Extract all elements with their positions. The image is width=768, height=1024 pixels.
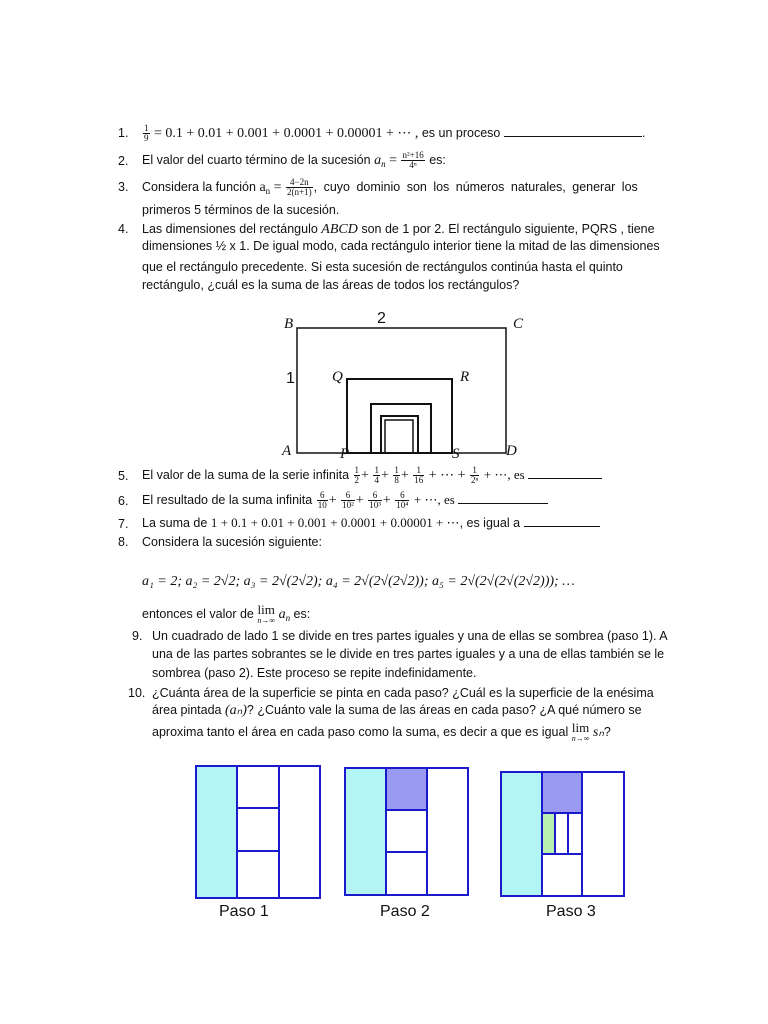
label-p: P — [340, 446, 350, 462]
item-10-line-2 — [152, 702, 642, 719]
item-5-term-1: $\frac{1}{2}$ — [354, 465, 360, 485]
item-4-text-a: Las dimensiones del rectángulo — [142, 222, 318, 236]
item-10-number: 10. — [128, 686, 146, 700]
item-6-blank — [458, 492, 548, 504]
item-7-blank — [524, 515, 600, 527]
item-4-text-b: son de 1 por 2. El rectángulo siguiente, PQRS , tiene — [361, 222, 655, 236]
step-3-square — [501, 772, 624, 896]
item-1-fraction: $\frac{1}{9}$ — [144, 123, 149, 143]
label-q: Q — [332, 369, 343, 385]
item-7-line — [142, 515, 600, 531]
sequence-a3: a₃ = 2√(2√2); — [243, 574, 323, 589]
item-3-text-b: , cuyo dominio son los números naturales, generar los — [313, 179, 638, 194]
step-2-shaded-ninth — [386, 768, 427, 810]
label-d: D — [506, 443, 517, 459]
item-7-text-a: La suma de — [142, 516, 208, 530]
label-top-dimension: 2 — [377, 310, 386, 327]
item-10-limit: lim n→∞ — [571, 720, 590, 743]
label-a: A — [282, 443, 292, 459]
item-5-line: El valor de la suma de la serie infinita $\frac{1}{2}$ + $\frac{1}{4}$ + $\frac{1}{8}$ + $\frac{1}{16}$ + ⋯ + $\frac{1}{\text{2ⁿ}}$ + ⋯, es — [142, 466, 602, 485]
rectangle-abcd — [297, 328, 506, 453]
item-6-term-2: $\frac{6}{\text{10²}}$ — [342, 490, 354, 510]
step-3-caption: Paso 3 — [546, 903, 596, 920]
item-5-text: El valor de la suma de la serie infinita — [142, 467, 350, 482]
sequence-ellipsis: … — [562, 574, 575, 589]
item-7-expression: 1 + 0.1 + 0.01 + 0.001 + 0.0001 + 0.00001 + ⋯ — [210, 515, 460, 530]
sequence-a1: a₁ = 2; — [142, 574, 182, 589]
item-10-text-a: área pintada — [152, 703, 222, 717]
item-5-blank — [528, 467, 602, 479]
item-2-text: El valor del cuarto término de la sucesión — [142, 152, 371, 167]
item-9-line-3: sombrea (paso 2). Este proceso se repite indefinidamente. — [152, 666, 477, 680]
item-8-sequence — [142, 572, 575, 592]
item-8-limit-text: entonces el valor de — [142, 606, 254, 621]
step-3-shaded-ninth — [542, 772, 582, 813]
item-2-var: $a_n$ — [374, 152, 386, 169]
item-4-line-2: dimensiones ½ x 1. De igual modo, cada rectángulo interior tiene la mitad de las dimensiones — [142, 239, 660, 253]
step-1-caption: Paso 1 — [219, 903, 269, 920]
item-10-line-3 — [152, 722, 611, 743]
step-2-shaded-third — [345, 768, 386, 895]
item-7-text-b: , es igual a — [459, 516, 521, 530]
item-5-term-2: $\frac{1}{4}$ — [374, 465, 379, 485]
item-1-text: es un proceso — [421, 125, 501, 140]
item-5-mid: + ⋯ + — [428, 467, 466, 483]
item-2-line — [142, 151, 446, 172]
label-b: B — [284, 316, 294, 332]
step-3-shaded-third — [501, 772, 542, 896]
item-10-line-1: ¿Cuánta área de la superficie se pinta en cada paso? ¿Cuál es la superficie de la enésima — [152, 686, 654, 700]
item-4-line-3: que el rectángulo precedente. Si esta sucesión de rectángulos continúa hasta el quinto — [142, 260, 623, 274]
item-4-line-1 — [142, 221, 655, 238]
item-6-number: 6. — [118, 494, 129, 508]
item-4-number: 4. — [118, 222, 129, 236]
item-6-term-1: $\frac{6}{10}$ — [317, 490, 327, 510]
label-r: R — [460, 369, 470, 385]
item-8-limit-tail: es: — [293, 606, 311, 621]
item-8-limit-var: $a_n$ — [278, 606, 291, 623]
item-5-tail: + ⋯, es — [483, 466, 525, 482]
step-2-caption: Paso 2 — [380, 903, 430, 920]
item-3-line-2: primeros 5 términos de la sucesión. — [142, 203, 340, 217]
item-6-text: El resultado de la suma infinita — [142, 492, 313, 507]
item-2-number: 2. — [118, 154, 129, 168]
rectangle-5 — [385, 420, 413, 453]
item-3-text-a: Considera la función — [142, 179, 256, 194]
nested-rectangles-figure — [280, 310, 540, 465]
item-4-var: ABCD — [321, 222, 358, 237]
item-6-term-3: $\frac{6}{\text{10³}}$ — [369, 490, 381, 510]
item-4-line-4: rectángulo, ¿cuál es la suma de las áreas de todos los rectángulos? — [142, 278, 520, 292]
item-10-limit-var: sₙ — [592, 724, 604, 740]
item-9-number: 9. — [132, 629, 143, 643]
item-5-term-3: $\frac{1}{8}$ — [394, 465, 399, 485]
item-2-fraction: $\frac{\text{n²+16}}{\text{4ⁿ}}$ — [402, 150, 424, 170]
nested-rectangles-svg — [280, 310, 540, 465]
sequence-a5: a₅ = 2√(2√(2√(2√2))); — [432, 574, 559, 589]
item-3-var: $a_n$ — [259, 179, 271, 196]
item-5-general-term: $\frac{1}{\text{2ⁿ}}$ — [470, 465, 479, 485]
step-3-shaded-twentyseventh — [542, 813, 555, 854]
label-s: S — [452, 446, 460, 462]
item-10-text-d: ? — [603, 724, 611, 739]
item-3-number: 3. — [118, 180, 129, 194]
item-8-limit-line — [142, 604, 310, 626]
item-9-line-2: una de las partes sobrantes se le divide en tres partes iguales y a una de ellas también se le — [152, 647, 665, 661]
item-6-tail: + ⋯, es — [413, 491, 455, 507]
item-5-term-4: $\frac{1}{16}$ — [414, 465, 424, 485]
item-5-number: 5. — [118, 469, 129, 483]
item-8-limit: lim n→∞ — [257, 602, 276, 625]
step-1-shaded-third — [196, 766, 237, 898]
item-10-var: (aₙ) — [225, 703, 247, 718]
item-6-line: El resultado de la suma infinita $\frac{6}{10}$ + $\frac{6}{\text{10²}}$ + $\frac{6}{\text{10³}}$ + $\frac{6}{\text{10⁴}}$ + ⋯, es — [142, 491, 548, 510]
item-2-equals: = — [389, 152, 397, 168]
item-7-number: 7. — [118, 517, 129, 531]
step-2-square — [345, 768, 468, 895]
label-c: C — [513, 316, 524, 332]
item-3-fraction: $\frac{4-2n}{2(n+1)}$ — [287, 177, 312, 197]
item-1-expression: = 0.1 + 0.01 + 0.001 + 0.0001 + 0.00001 + ⋯ , — [153, 125, 419, 141]
item-2-tail: es: — [429, 152, 446, 167]
item-1-blank — [504, 125, 642, 137]
item-1-number: 1. — [118, 126, 129, 140]
item-1-end: . — [641, 125, 646, 140]
label-side-dimension: 1 — [286, 370, 295, 387]
item-8-line: Considera la sucesión siguiente: — [142, 535, 322, 549]
item-1-line — [142, 124, 645, 143]
step-1-square — [196, 766, 320, 898]
item-3-equals: = — [273, 179, 282, 195]
item-3-line-1 — [142, 178, 638, 199]
item-8-number: 8. — [118, 535, 129, 549]
sequence-a2: a₂ = 2√2; — [185, 574, 241, 589]
item-10-text-c: aproxima tanto el área en cada paso como la suma, es decir a que es igual — [152, 724, 569, 739]
item-9-line-1: Un cuadrado de lado 1 se divide en tres partes iguales y una de ellas se sombrea (paso 1). A — [152, 629, 668, 643]
item-10-text-b: ? ¿Cuánto vale la suma de las áreas en cada paso? ¿A qué número se — [246, 703, 642, 717]
item-6-term-4: $\frac{6}{\text{10⁴}}$ — [396, 490, 409, 510]
sequence-a4: a₄ = 2√(2√(2√2)); — [325, 574, 429, 589]
